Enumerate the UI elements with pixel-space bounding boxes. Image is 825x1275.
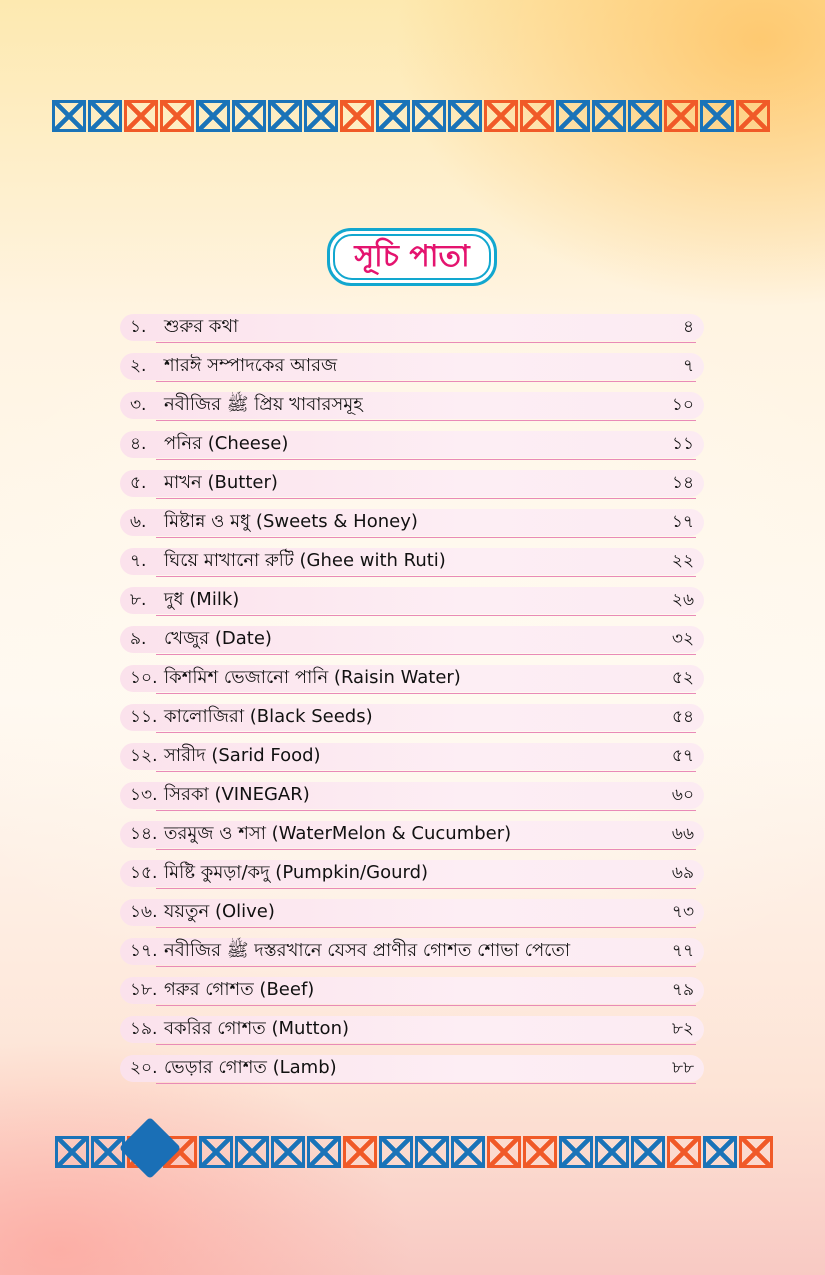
entry-page-number: ৫৪ [671,706,694,727]
border-tile [736,100,770,132]
entry-page-number: ৬০ [671,784,694,805]
border-tile [448,100,482,132]
entry-number: ২০. [130,1057,158,1078]
entry-title: সিরকা (VINEGAR) [164,784,310,805]
border-tile [451,1136,485,1168]
entry-number: ৬. [130,511,147,532]
border-tile [160,100,194,132]
entry-title: সারীদ (Sarid Food) [164,745,321,766]
border-tile [559,1136,593,1168]
border-tile [124,100,158,132]
entry-number: ৭. [130,550,147,571]
entry-number: ৮. [130,589,147,610]
border-tile [304,100,338,132]
entry-page-number: ৪ [682,316,694,337]
entry-page-number: ৭৯ [671,979,694,1000]
entry-number: ২. [130,355,147,376]
entry-page-number: ১০ [671,394,694,415]
entry-number: ১১. [130,706,158,727]
toc-entry[interactable] [120,548,704,575]
entry-number: ৯. [130,628,147,649]
entry-page-number: ৬৯ [671,862,694,883]
toc-entry[interactable] [120,626,704,653]
entry-title: মাখন (Butter) [164,472,278,493]
entry-number: ১৪. [130,823,158,844]
toc-entry[interactable] [120,977,704,1004]
entry-title: ভেড়ার গোশত (Lamb) [164,1057,337,1078]
border-tile [52,100,86,132]
border-tile [487,1136,521,1168]
border-tile [271,1136,305,1168]
border-tile [91,1136,125,1168]
entry-number: ১৭. [130,940,158,961]
entry-title: শারঈ সম্পাদকের আরজ [164,355,338,376]
border-tile [595,1136,629,1168]
toc-entry[interactable] [120,587,704,614]
toc-entry[interactable] [120,704,704,731]
border-tile [88,100,122,132]
entry-number: ১৫. [130,862,158,883]
entry-page-number: ৭৩ [671,901,694,922]
border-tile [379,1136,413,1168]
border-tile [523,1136,557,1168]
entry-title: তরমুজ ও শসা (WaterMelon & Cucumber) [164,823,512,844]
border-tile [667,1136,701,1168]
entry-title: কালোজিরা (Black Seeds) [164,706,373,727]
toc-entry[interactable] [120,743,704,770]
border-tile [307,1136,341,1168]
entry-title: কিশমিশ ভেজানো পানি (Raisin Water) [164,667,461,688]
entry-number: ৪. [130,433,147,454]
entry-number: ১. [130,316,147,337]
entry-page-number: ২২ [671,550,694,571]
entry-number: ৫. [130,472,147,493]
toc-entry[interactable] [120,509,704,536]
entry-title: গরুর গোশত (Beef) [164,979,315,1000]
entry-title: মিষ্টান্ন ও মধু (Sweets & Honey) [164,511,418,532]
toc-entry[interactable] [120,470,704,497]
entry-title: পনির (Cheese) [164,433,289,454]
entry-page-number: ৮২ [671,1018,694,1039]
border-tile [343,1136,377,1168]
page-title: সূচি পাতা [354,238,470,274]
border-tile [199,1136,233,1168]
border-tile [235,1136,269,1168]
entry-page-number: ১৭ [671,511,694,532]
border-tile [520,100,554,132]
entry-number: ১০. [130,667,158,688]
border-tile [412,100,446,132]
entry-page-number: ৭ [682,355,694,376]
toc-entry[interactable] [120,938,704,965]
border-tile [484,100,518,132]
entry-title: নবীজির ﷺ প্রিয় খাবারসমূহ [164,394,363,415]
toc-entry[interactable] [120,821,704,848]
toc-entry[interactable] [120,431,704,458]
toc-entry[interactable] [120,860,704,887]
border-tile [268,100,302,132]
border-tile [592,100,626,132]
entry-page-number: ৬৬ [671,823,694,844]
entry-number: ৩. [130,394,147,415]
entry-page-number: ২৬ [671,589,694,610]
border-tile [376,100,410,132]
entry-number: ১৬. [130,901,158,922]
heading-frame [327,228,497,286]
toc-entry[interactable] [120,1016,704,1043]
entry-title: ঘিয়ে মাখানো রুটি (Ghee with Ruti) [164,550,446,571]
toc-entry[interactable] [120,353,704,380]
border-tile [340,100,374,132]
top-decorative-border [52,100,777,136]
entry-number: ১৮. [130,979,158,1000]
table-of-contents [120,314,704,1094]
toc-entry[interactable] [120,899,704,926]
border-tile [628,100,662,132]
border-tile [55,1136,89,1168]
entry-page-number: ১১ [671,433,694,454]
entry-page-number: ৮৮ [671,1057,694,1078]
entry-title: বকরির গোশত (Mutton) [164,1018,350,1039]
entry-page-number: ৩২ [671,628,694,649]
border-tile [196,100,230,132]
toc-entry[interactable] [120,782,704,809]
entry-title: শুরুর কথা [164,316,239,337]
border-tile [739,1136,773,1168]
border-tile [631,1136,665,1168]
border-tile [415,1136,449,1168]
entry-page-number: ৭৭ [671,940,694,961]
toc-entry[interactable] [120,392,704,419]
border-tile [556,100,590,132]
toc-entry[interactable] [120,1055,704,1082]
entry-number: ১৩. [130,784,158,805]
entry-page-number: ৫২ [671,667,694,688]
border-tile [703,1136,737,1168]
entry-title: নবীজির ﷺ দস্তরখানে যেসব প্রাণীর গোশত শোভা পেতো [164,940,571,961]
entry-number: ১৯. [130,1018,158,1039]
entry-title: খেজুর (Date) [164,628,272,649]
entry-title: যয়তুন (Olive) [164,901,275,922]
toc-entry[interactable] [120,665,704,692]
entry-title: দুধ (Milk) [164,589,240,610]
border-tile [664,100,698,132]
toc-entry[interactable] [120,314,704,341]
entry-page-number: ৫৭ [671,745,694,766]
entry-number: ১২. [130,745,158,766]
border-tile [700,100,734,132]
entry-title: মিষ্টি কুমড়া/কদু (Pumpkin/Gourd) [164,862,429,883]
border-tile [232,100,266,132]
entry-page-number: ১৪ [671,472,694,493]
